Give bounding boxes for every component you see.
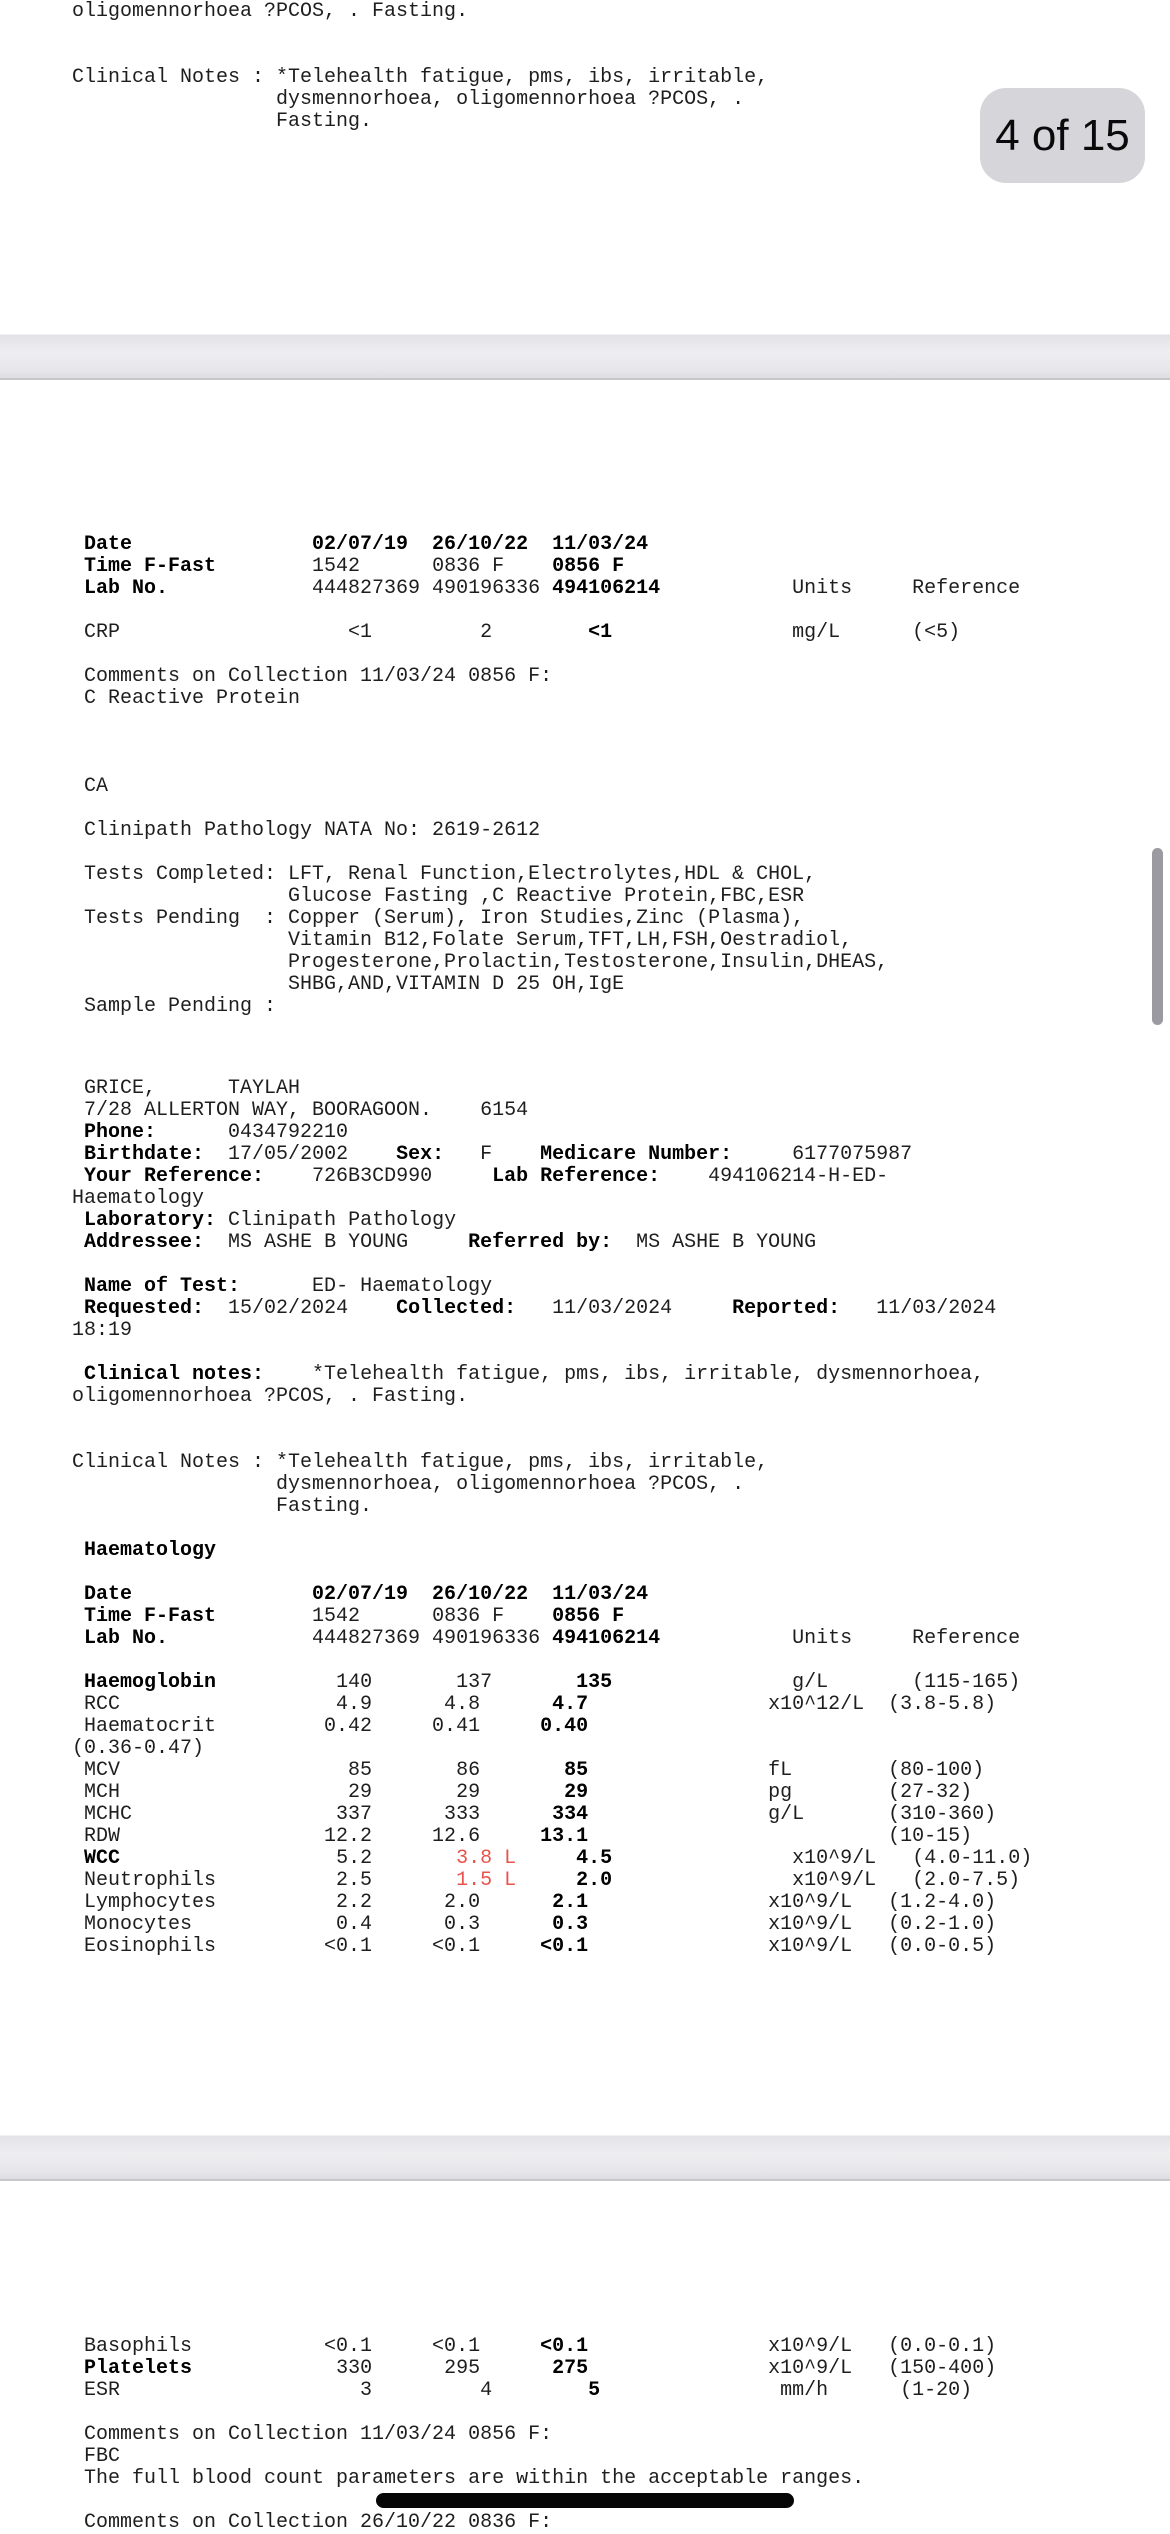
report-line: Clinical Notes : *Telehealth fatigue, pms, ibs, irritable, (72, 66, 769, 89)
report-line (72, 798, 1020, 820)
report-line: Monocytes 0.4 0.3 0.3 x10^9/L (0.2-1.0) (72, 1913, 997, 1936)
report-line (72, 23, 768, 45)
report-line: GRICE, TAYLAH (72, 1077, 301, 1100)
report-line: Phone: 0434792210 (84, 1121, 349, 1144)
report-line (72, 1342, 1032, 1364)
report-line: Fasting. (72, 1495, 373, 1518)
report-line: Comments on Collection 11/03/24 0856 F: (72, 2423, 553, 2446)
report-line: Lymphocytes 2.2 2.0 2.1 x10^9/L (1.2-4.0) (72, 1891, 997, 1914)
report-line: Tests Completed: LFT, Renal Function,Electrolytes,HDL & CHOL, (72, 863, 817, 886)
report-line: MCV 85 86 85 fL (80-100) (72, 1759, 985, 1782)
report-line: Date 02/07/19 26/10/22 11/03/24 (72, 533, 649, 556)
report-line: dysmennorhoea, oligomennorhoea ?PCOS, . (72, 88, 745, 111)
report-line: Platelets 330 295 275 x10^9/L (150-400) (84, 2357, 997, 2380)
report-line (72, 1408, 1032, 1430)
report-line (72, 710, 1020, 732)
report-line: oligomennorhoea ?PCOS, . Fasting. (72, 0, 469, 23)
report-line: (0.36-0.47) (72, 1737, 205, 1760)
report-line: Haematology (84, 1539, 217, 1562)
scrollbar-thumb[interactable] (1152, 848, 1163, 1025)
report-line: Comments on Collection 11/03/24 0856 F: (72, 665, 553, 688)
report-line: Fasting. (72, 110, 373, 133)
report-line: Time F-Fast 1542 0836 F 0856 F (72, 1605, 625, 1628)
report-line (72, 1562, 1032, 1584)
report-line: Date 02/07/19 26/10/22 11/03/24 (72, 1583, 649, 1606)
report-text-block-crp (72, 534, 1020, 1018)
report-text-block-top (72, 1, 768, 133)
report-line (72, 732, 1020, 754)
report-line: Basophils <0.1 <0.1 <0.1 x10^9/L (0.0-0.1) (72, 2335, 997, 2358)
report-line: Name of Test: ED- Haematology (84, 1275, 493, 1298)
report-line (72, 644, 1020, 666)
report-line: RCC 4.9 4.8 4.7 x10^12/L (3.8-5.8) (72, 1693, 997, 1716)
report-line (72, 600, 1020, 622)
page-indicator-label: 4 of 15 (995, 110, 1130, 160)
report-line (72, 1518, 1032, 1540)
report-line: RDW 12.2 12.6 13.1 (10-15) (72, 1825, 973, 1848)
report-line: WCC 5.2 3.8 L 4.5 x10^9/L (4.0-11.0) (84, 1847, 1033, 1870)
report-line: Clinipath Pathology NATA No: 2619-2612 (72, 819, 541, 842)
report-line (72, 2402, 996, 2424)
report-line (72, 1650, 1032, 1672)
report-line: Eosinophils <0.1 <0.1 <0.1 x10^9/L (0.0-0.5) (72, 1935, 997, 1958)
home-indicator[interactable] (376, 2493, 794, 2508)
report-line: Clinical notes: *Telehealth fatigue, pms, ibs, irritable, dysmennorhoea, (84, 1363, 985, 1386)
report-line: Laboratory: Clinipath Pathology (84, 1209, 457, 1232)
report-line: Your Reference: 726B3CD990 Lab Reference: 494106214-H-ED- (84, 1165, 889, 1188)
report-line: oligomennorhoea ?PCOS, . Fasting. (72, 1385, 469, 1408)
report-line: Requested: 15/02/2024 Collected: 11/03/2024 Reported: 11/03/2024 (84, 1297, 997, 1320)
report-line: Comments on Collection 26/10/22 0836 F: (72, 2511, 553, 2534)
report-line: CRP <1 2 <1 mg/L (<5) (72, 621, 961, 644)
report-line: MCHC 337 333 334 g/L (310-360) (72, 1803, 997, 1826)
report-line: Vitamin B12,Folate Serum,TFT,LH,FSH,Oestradiol, (72, 929, 853, 952)
report-line (72, 45, 768, 67)
report-line: MCH 29 29 29 pg (27-32) (72, 1781, 973, 1804)
report-line: Haematology (72, 1187, 205, 1210)
report-line: SHBG,AND,VITAMIN D 25 OH,IgE (72, 973, 625, 996)
report-line: Sample Pending : (72, 995, 277, 1018)
report-line: Birthdate: 17/05/2002 Sex: F Medicare Number: 6177075987 (84, 1143, 913, 1166)
report-line: ESR 3 4 5 mm/h (1-20) (72, 2379, 973, 2402)
report-line (72, 754, 1020, 776)
report-line (72, 842, 1020, 864)
report-line: Time F-Fast 1542 0836 F 0856 F (72, 555, 625, 578)
report-line: Clinical Notes : *Telehealth fatigue, pms, ibs, irritable, (72, 1451, 769, 1474)
report-line: Lab No. 444827369 490196336 494106214 Units Reference (72, 577, 1021, 600)
report-line: Haematocrit 0.42 0.41 0.40 (72, 1715, 589, 1738)
report-line: The full blood count parameters are within the acceptable ranges. (72, 2467, 865, 2490)
report-line: Glucose Fasting ,C Reactive Protein,FBC,ESR (72, 885, 805, 908)
report-line (72, 1430, 1032, 1452)
report-line: C Reactive Protein (72, 687, 301, 710)
page-separator (0, 334, 1170, 380)
report-line: Lab No. 444827369 490196336 494106214 Units Reference (72, 1627, 1021, 1650)
page-indicator-badge (980, 88, 1145, 183)
report-line: Progesterone,Prolactin,Testosterone,Insulin,DHEAS, (72, 951, 889, 974)
page-separator (0, 2135, 1170, 2181)
report-line: 18:19 (72, 1319, 133, 1342)
report-line: FBC (72, 2445, 121, 2468)
report-line (72, 1254, 1032, 1276)
report-line: Addressee: MS ASHE B YOUNG Referred by: MS ASHE B YOUNG (84, 1231, 817, 1254)
report-line: 7/28 ALLERTON WAY, BOORAGOON. 6154 (72, 1099, 529, 1122)
report-line: Haemoglobin 140 137 135 g/L (115-165) (84, 1671, 1021, 1694)
report-text-block-haematology (72, 1078, 1032, 1958)
report-line: Neutrophils 2.5 1.5 L 2.0 x10^9/L (2.0-7.5) (72, 1869, 1021, 1892)
report-line: dysmennorhoea, oligomennorhoea ?PCOS, . (72, 1473, 745, 1496)
report-line: CA (72, 775, 109, 798)
report-line: Tests Pending : Copper (Serum), Iron Studies,Zinc (Plasma), (72, 907, 805, 930)
